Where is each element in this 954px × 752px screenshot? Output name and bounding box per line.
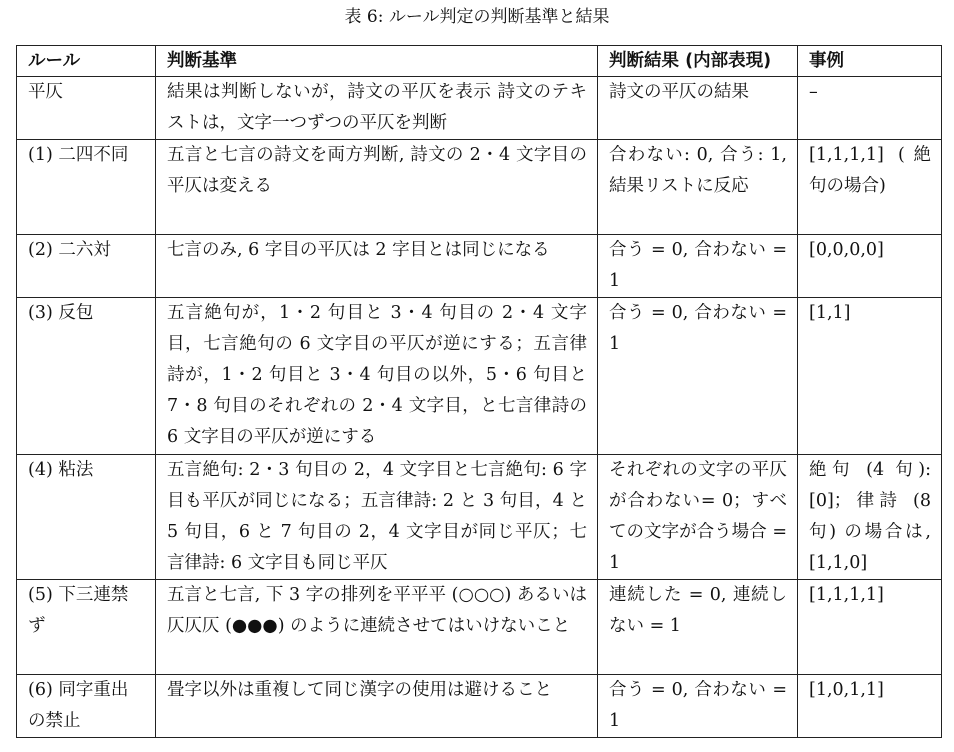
criteria-cell: 畳字以外は重複して同じ漢字の使用は避けること <box>156 675 598 738</box>
result-cell: 合わない: 0, 合う: 1, 結果リストに反応 <box>598 140 798 235</box>
criteria-cell: 七言のみ, 6 字目の平仄は 2 字目とは同じになる <box>156 235 598 298</box>
rule-table <box>16 45 942 738</box>
table-row <box>17 235 942 298</box>
table-caption: 表 6: ルール判定の判断基準と結果 <box>344 7 610 27</box>
table-row <box>17 580 942 675</box>
example-cell: [1,1] <box>798 298 942 455</box>
header-result: 判断結果 (内部表現) <box>598 46 798 77</box>
rule-cell: (5) 下三連禁ず <box>17 580 156 675</box>
rule-cell: 平仄 <box>17 77 156 140</box>
rule-cell: (6) 同字重出の禁止 <box>17 675 156 738</box>
rule-cell: (3) 反包 <box>17 298 156 455</box>
example-cell: 絶句 (4 句): [0]；律詩 (8 句) の場合は, [1,1,0] <box>798 455 942 580</box>
table-row <box>17 140 942 235</box>
rule-cell: (1) 二四不同 <box>17 140 156 235</box>
example-cell: – <box>798 77 942 140</box>
criteria-cell: 結果は判断しないが，詩文の平仄を表示 詩文のテキストは，文字一つずつの平仄を判断 <box>156 77 598 140</box>
result-cell: それぞれの文字の平仄が合わない= 0；すべての文字が合う場合 = 1 <box>598 455 798 580</box>
result-cell: 詩文の平仄の結果 <box>598 77 798 140</box>
result-cell: 連続した = 0, 連続しない = 1 <box>598 580 798 675</box>
rule-cell: (4) 粘法 <box>17 455 156 580</box>
example-cell: [0,0,0,0] <box>798 235 942 298</box>
result-cell: 合う = 0, 合わない = 1 <box>598 675 798 738</box>
result-cell: 合う = 0, 合わない = 1 <box>598 235 798 298</box>
example-cell: [1,0,1,1] <box>798 675 942 738</box>
table-row <box>17 455 942 580</box>
criteria-cell: 五言絶句: 2・3 句目の 2，4 文字目と七言絶句: 6 字目も平仄が同じになる；五言律詩: 2 と 3 句目，4 と 5 句目，6 と 7 句目の 2，4 文字目が同じ平仄；七言律詩: 6 文字目も同じ平仄 <box>156 455 598 580</box>
rule-cell: (2) 二六対 <box>17 235 156 298</box>
criteria-cell: 五言絶句が，1・2 句目と 3・4 句目の 2・4 文字目，七言絶句の 6 文字目の平仄が逆にする；五言律詩が，1・2 句目と 3・4 句目の以外，5・6 句目と 7・8 句目のそれぞれの 2・4 文字目，と七言律詩の 6 文字目の平仄が逆にする <box>156 298 598 455</box>
header-rule: ルール <box>17 46 156 77</box>
criteria-cell: 五言と七言, 下 3 字の排列を平平平 (○○○) あるいは仄仄仄 (●●●) のように連続させてはいけないこと <box>156 580 598 675</box>
table-row <box>17 675 942 738</box>
criteria-cell: 五言と七言の詩文を両方判断, 詩文の 2・4 文字目の平仄は変える <box>156 140 598 235</box>
header-row <box>17 46 942 77</box>
header-criteria: 判断基準 <box>156 46 598 77</box>
result-cell: 合う = 0, 合わない = 1 <box>598 298 798 455</box>
table-row <box>17 298 942 455</box>
example-cell: [1,1,1,1] (絶句の場合) <box>798 140 942 235</box>
example-cell: [1,1,1,1] <box>798 580 942 675</box>
header-example: 事例 <box>798 46 942 77</box>
table-row <box>17 77 942 140</box>
